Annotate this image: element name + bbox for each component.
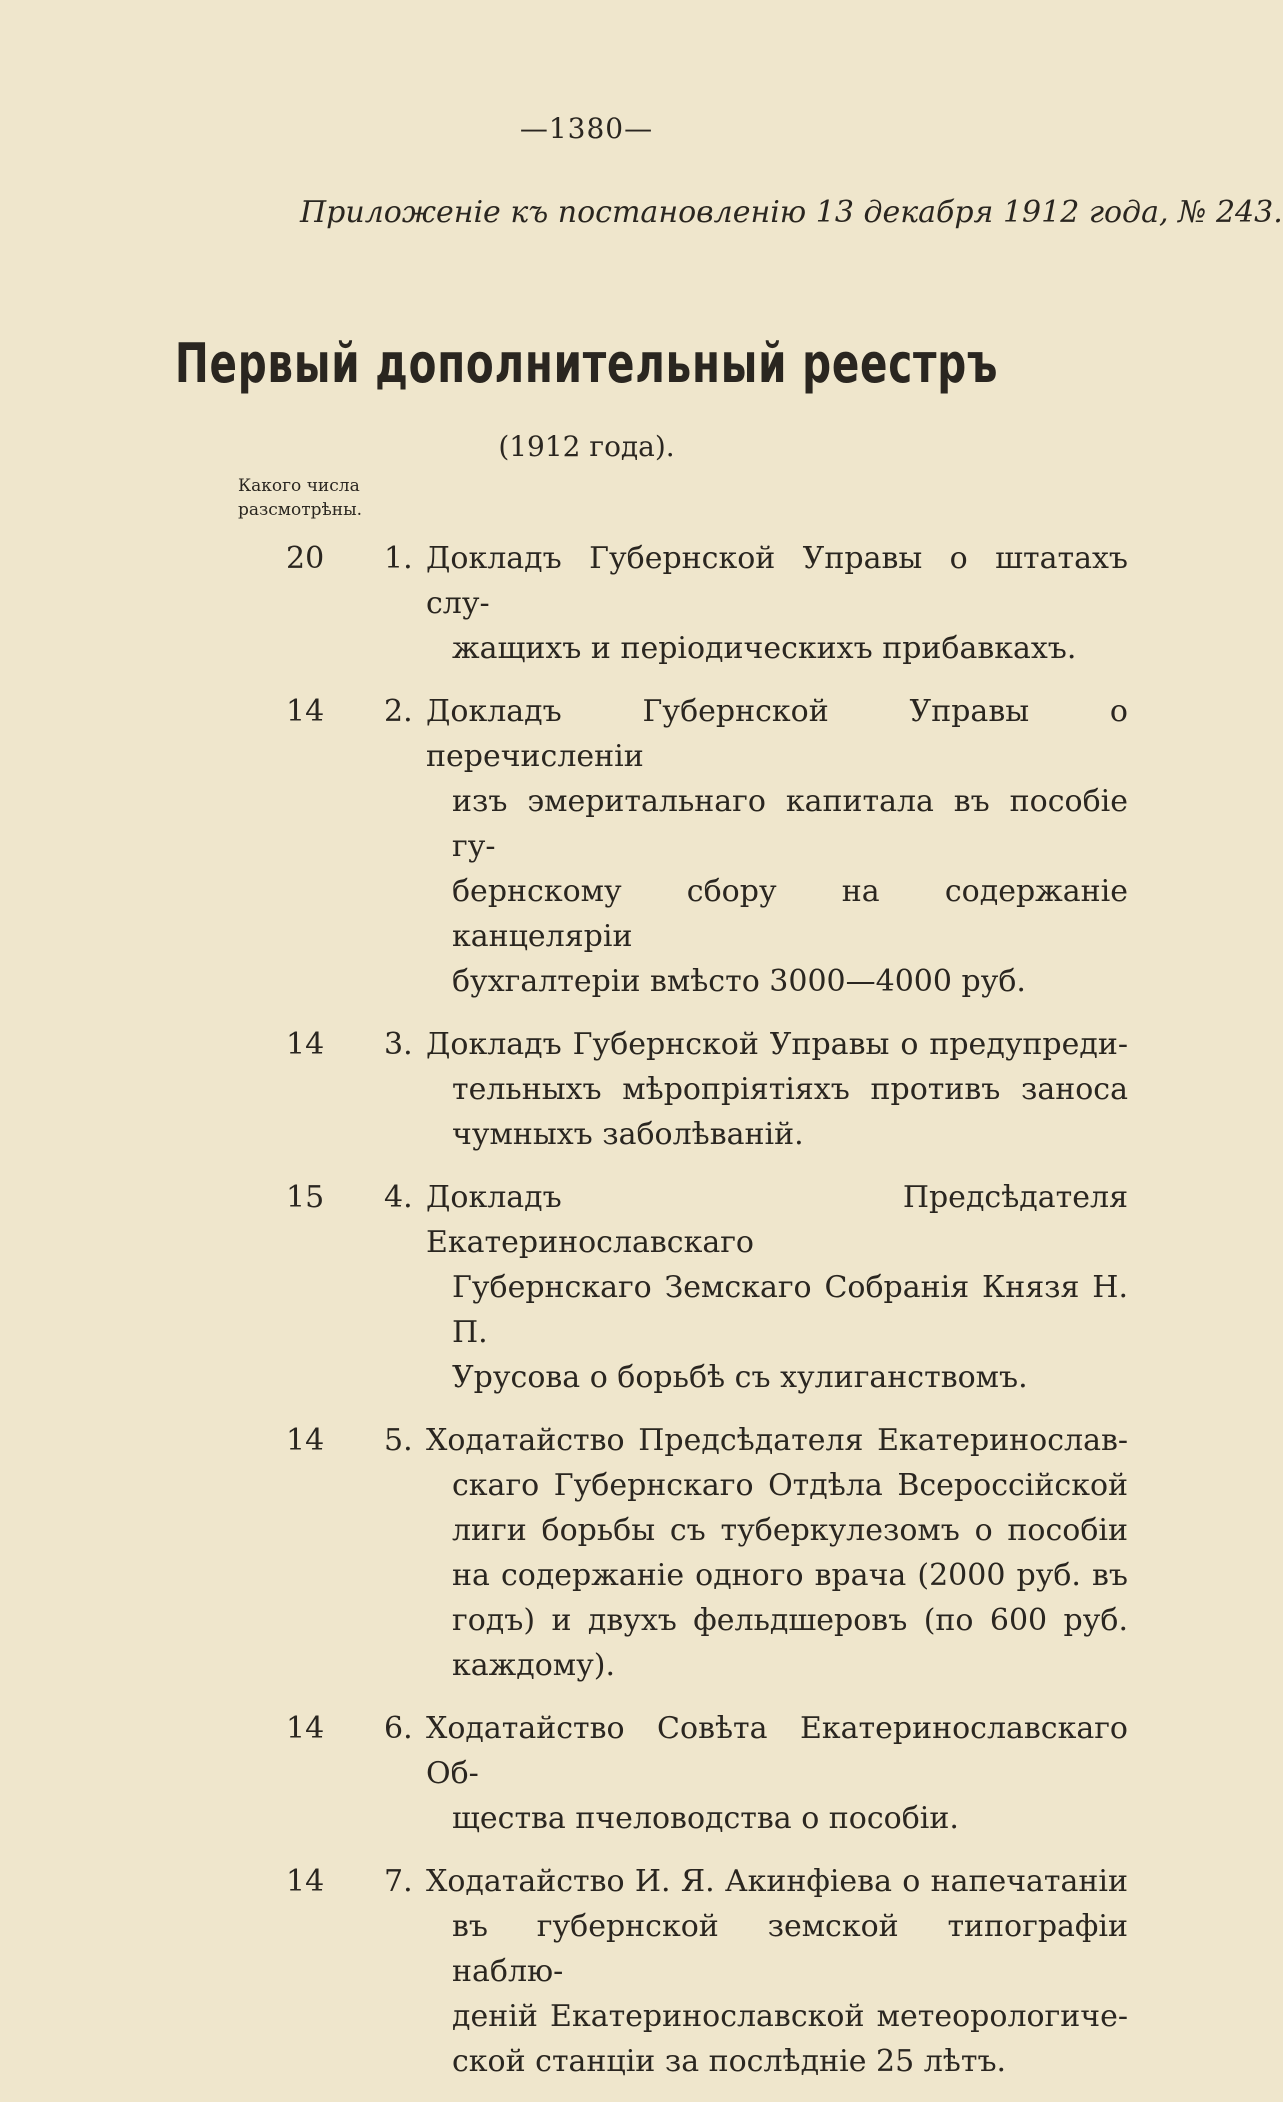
review-date: 14 bbox=[286, 1711, 325, 1746]
registry-item bbox=[0, 1859, 1173, 2084]
item-text-line: Докладъ Губернской Управы о перечисленіи bbox=[426, 694, 1128, 774]
item-text-line: жащихъ и періодическихъ прибавкахъ. bbox=[452, 631, 1077, 666]
item-text-line: тельныхъ мѣропріятіяхъ противъ заноса bbox=[452, 1072, 1128, 1107]
item-text bbox=[428, 1175, 1128, 1400]
item-text-line: Ходатайство Предсѣдателя Екатеринослав- bbox=[426, 1423, 1128, 1458]
item-text-line: чумныхъ заболѣваній. bbox=[452, 1117, 804, 1152]
item-text-line: ской станціи за послѣдніе 25 лѣтъ. bbox=[452, 2044, 1007, 2079]
review-date: 20 bbox=[286, 541, 325, 576]
item-text-line: Губернскаго Земскаго Собранія Князя Н. П. bbox=[452, 1270, 1128, 1350]
item-number: 7. bbox=[384, 1864, 413, 1899]
appendix-reference: Приложеніе къ постановленію 13 декабря 1912 года, № 243. bbox=[300, 195, 1283, 230]
item-text-line: Докладъ Предсѣдателя Екатеринославскаго bbox=[426, 1180, 1128, 1260]
item-text bbox=[428, 1418, 1128, 1688]
item-text-line: въ губернской земской типографіи наблю- bbox=[452, 1909, 1128, 1989]
review-date: 14 bbox=[286, 1027, 325, 1062]
item-text-line: Ходатайство Совѣта Екатеринославскаго Об- bbox=[426, 1711, 1128, 1791]
item-text-line: Ходатайство И. Я. Акинфіева о напечатаніи bbox=[426, 1864, 1128, 1899]
page-subtitle: (1912 года). bbox=[498, 430, 675, 463]
item-text-line: бухгалтеріи вмѣсто 3000—4000 руб. bbox=[452, 964, 1026, 999]
item-text-line: щества пчеловодства о пособіи. bbox=[452, 1801, 959, 1836]
item-text-line: годъ) и двухъ фельдшеровъ (по 600 руб. bbox=[452, 1603, 1128, 1638]
registry-item bbox=[0, 1175, 1173, 1400]
review-date: 14 bbox=[286, 1864, 325, 1899]
item-number: 3. bbox=[384, 1027, 413, 1062]
item-text-line: Докладъ Губернской Управы о штатахъ слу- bbox=[426, 541, 1128, 621]
item-text-line: изъ эмеритальнаго капитала въ пособіе гу- bbox=[452, 784, 1128, 864]
registry-item bbox=[0, 536, 1173, 671]
page-title: Первый дополнительный реестръ bbox=[174, 332, 999, 395]
item-text-line: каждому). bbox=[452, 1648, 615, 1683]
column-header bbox=[238, 474, 362, 522]
item-text-line: лиги борьбы съ туберкулезомъ о пособіи bbox=[452, 1513, 1128, 1548]
item-text bbox=[428, 1022, 1128, 1157]
review-date: 15 bbox=[286, 1180, 325, 1215]
page-number: —1380— bbox=[519, 112, 654, 145]
item-number: 1. bbox=[384, 541, 413, 576]
item-text bbox=[428, 689, 1128, 1004]
item-number: 4. bbox=[384, 1180, 413, 1215]
item-text-line: на содержаніе одного врача (2000 руб. въ bbox=[452, 1558, 1128, 1593]
item-number: 6. bbox=[384, 1711, 413, 1746]
registry-item bbox=[0, 689, 1173, 1004]
item-text-line: бернскому сбору на содержаніе канцеляріи bbox=[452, 874, 1128, 954]
registry-list bbox=[0, 536, 1173, 2102]
item-text-line: деній Екатеринославской метеорологиче- bbox=[452, 1999, 1128, 2034]
column-header-line: разсмотрѣны. bbox=[238, 500, 363, 520]
item-text-line: Докладъ Губернской Управы о предупреди- bbox=[426, 1027, 1128, 1062]
registry-item bbox=[0, 1022, 1173, 1157]
item-text-line: Урусова о борьбѣ съ хулиганствомъ. bbox=[452, 1360, 1028, 1395]
item-text bbox=[428, 1859, 1128, 2084]
registry-item bbox=[0, 1706, 1173, 1841]
registry-item bbox=[0, 1418, 1173, 1688]
item-text-line: скаго Губернскаго Отдѣла Всероссійской bbox=[452, 1468, 1128, 1503]
item-text bbox=[428, 1706, 1128, 1841]
review-date: 14 bbox=[286, 1423, 325, 1458]
item-text bbox=[428, 536, 1128, 671]
column-header-line: Какого числа bbox=[238, 476, 360, 496]
review-date: 14 bbox=[286, 694, 325, 729]
item-number: 2. bbox=[384, 694, 413, 729]
item-number: 5. bbox=[384, 1423, 413, 1458]
